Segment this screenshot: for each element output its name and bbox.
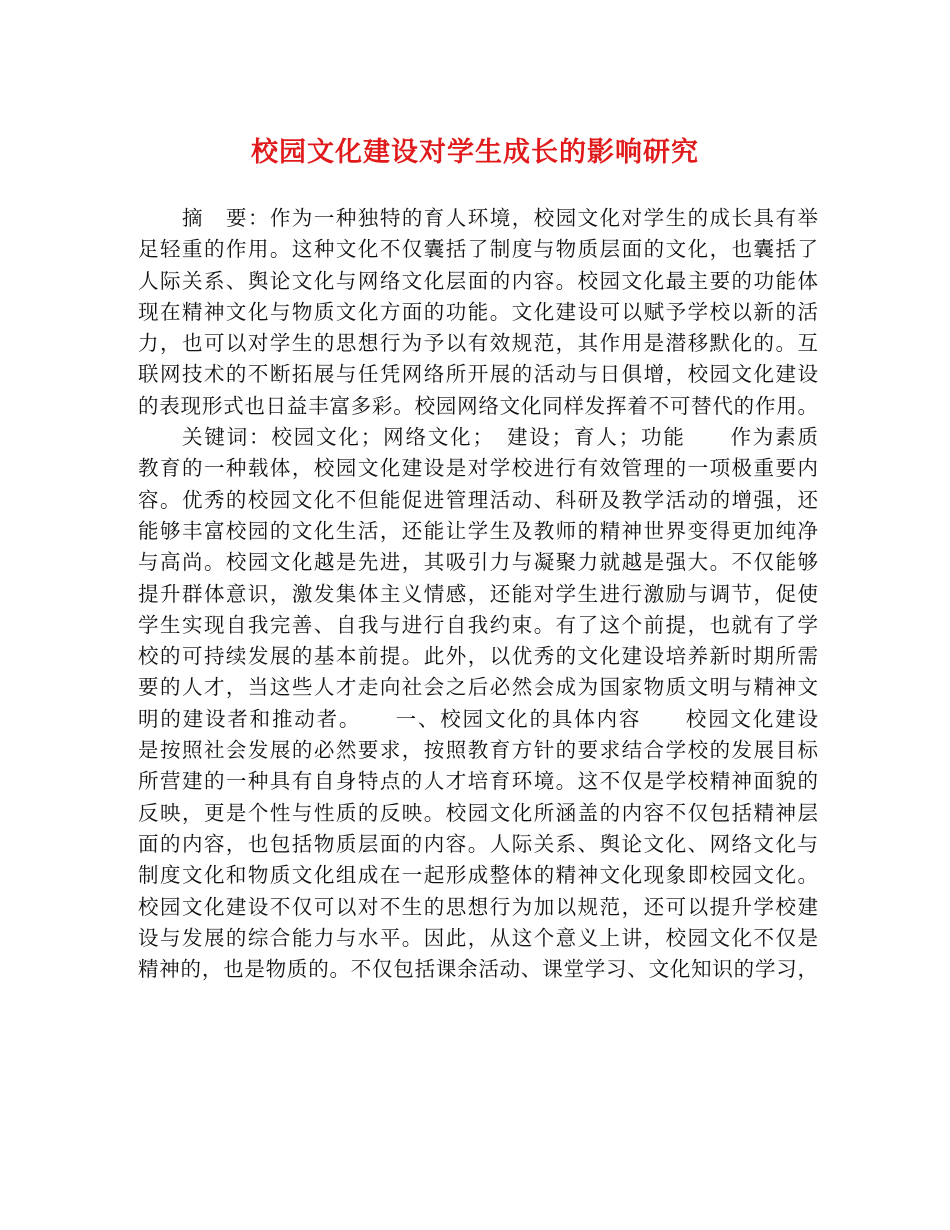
body-line: 的表现形式也日益丰富多彩。校园网络文化同样发挥着不可替代的作用。 bbox=[138, 393, 818, 418]
body-line: 反映，更是个性与性质的反映。校园文化所涵盖的内容不仅包括精神层 bbox=[138, 800, 818, 825]
body-line: 明的建设者和推动者。 一、校园文化的具体内容 校园文化建设 bbox=[138, 706, 818, 731]
body-line: 制度文化和物质文化组成在一起形成整体的精神文化现象即校园文化。 bbox=[138, 863, 818, 888]
document-body bbox=[138, 203, 818, 985]
body-line: 教育的一种载体，校园文化建设是对学校进行有效管理的一项极重要内 bbox=[138, 456, 818, 481]
body-line: 联网技术的不断拓展与任凭网络所开展的活动与日俱增，校园文化建设 bbox=[138, 362, 818, 387]
body-line: 足轻重的作用。这种文化不仅囊括了制度与物质层面的文化，也囊括了 bbox=[138, 237, 818, 262]
body-line: 设与发展的综合能力与水平。因此，从这个意义上讲，校园文化不仅是 bbox=[138, 925, 818, 950]
body-line: 现在精神文化与物质文化方面的功能。文化建设可以赋予学校以新的活 bbox=[138, 299, 818, 324]
body-line: 所营建的一种具有自身特点的人才培育环境。这不仅是学校精神面貌的 bbox=[138, 769, 818, 794]
body-line: 精神的，也是物质的。不仅包括课余活动、课堂学习、文化知识的学习， bbox=[138, 957, 818, 982]
body-line: 是按照社会发展的必然要求，按照教育方针的要求结合学校的发展目标 bbox=[138, 738, 818, 763]
body-line: 力，也可以对学生的思想行为予以有效规范，其作用是潜移默化的。互 bbox=[138, 331, 818, 356]
body-line: 面的内容，也包括物质层面的内容。人际关系、舆论文化、网络文化与 bbox=[138, 831, 818, 856]
body-line: 校的可持续发展的基本前提。此外，以优秀的文化建设培养新时期所需 bbox=[138, 644, 818, 669]
body-line: 容。优秀的校园文化不但能促进管理活动、科研及教学活动的增强，还 bbox=[138, 487, 818, 512]
document-title: 校园文化建设对学生成长的影响研究 bbox=[251, 137, 699, 168]
body-line: 学生实现自我完善、自我与进行自我约束。有了这个前提，也就有了学 bbox=[138, 612, 818, 637]
body-line: 人际关系、舆论文化与网络文化层面的内容。校园文化最主要的功能体 bbox=[138, 268, 818, 293]
body-line: 提升群体意识，激发集体主义情感，还能对学生进行激励与调节，促使 bbox=[138, 581, 818, 606]
body-line: 要的人才，当这些人才走向社会之后必然会成为国家物质文明与精神文 bbox=[138, 675, 818, 700]
body-line: 校园文化建设不仅可以对不生的思想行为加以规范，还可以提升学校建 bbox=[138, 894, 818, 919]
body-line: 能够丰富校园的文化生活，还能让学生及教师的精神世界变得更加纯净 bbox=[138, 518, 818, 543]
body-line: 关键词：校园文化；网络文化； 建设；育人；功能 作为素质 bbox=[182, 425, 818, 450]
body-line: 摘 要：作为一种独特的育人环境，校园文化对学生的成长具有举 bbox=[182, 206, 818, 230]
body-line: 与高尚。校园文化越是先进，其吸引力与凝聚力就越是强大。不仅能够 bbox=[138, 550, 818, 575]
